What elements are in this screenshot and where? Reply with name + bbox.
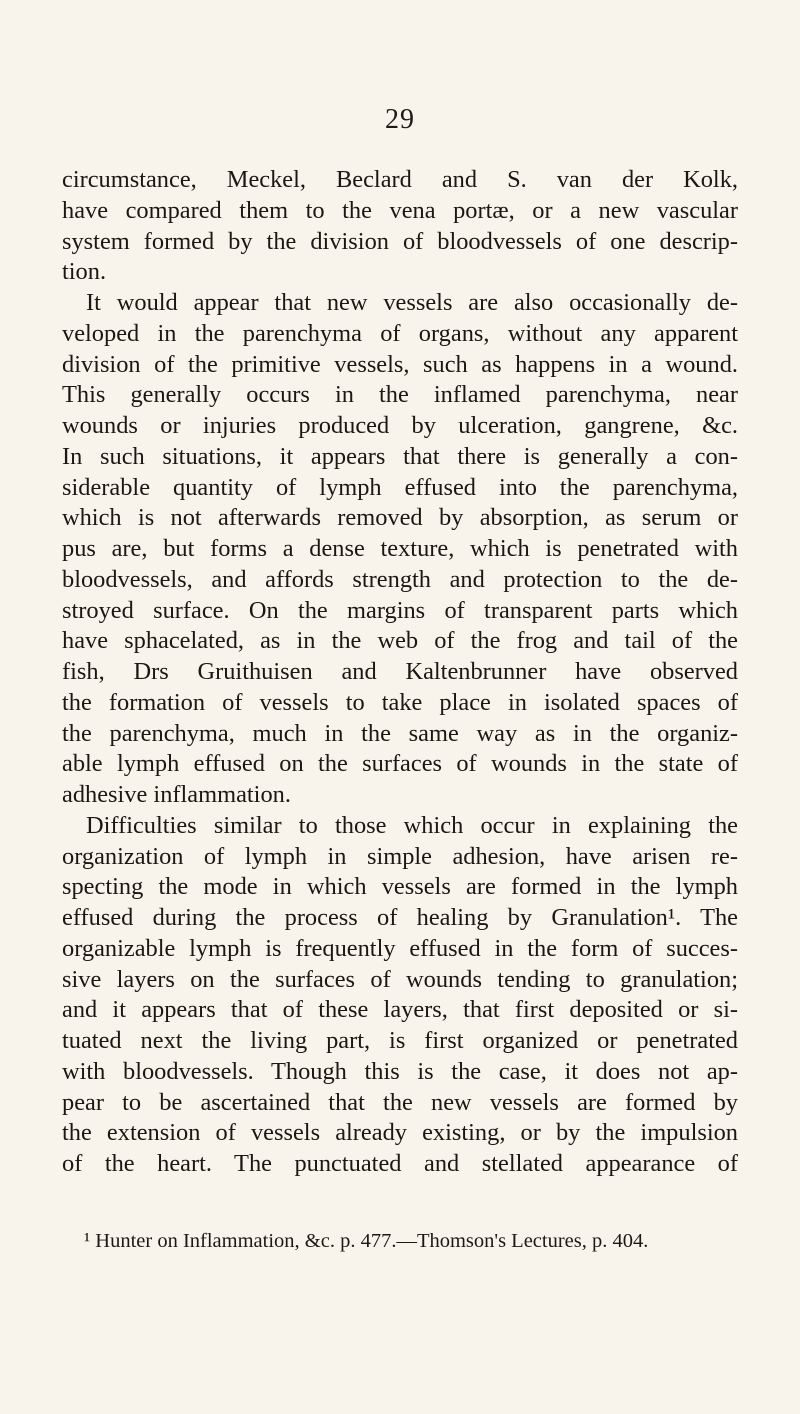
text-line-20: able lymph effused on the surfaces of wounds in the state of: [62, 750, 738, 778]
text-line-12: which is not afterwards removed by absorption, as serum or: [62, 504, 738, 532]
text-line-33: of the heart. The punctuated and stellated appearance of: [62, 1150, 738, 1177]
text-line-1: circumstance, Meckel, Beclard and S. van der Kolk,: [62, 166, 738, 193]
text-line-32: the extension of vessels already existing, or by the impulsion: [62, 1119, 738, 1147]
text-line-30: with bloodvessels. Though this is the case, it does not ap-: [62, 1057, 738, 1085]
text-line-8: This generally occurs in the inflamed parenchyma, near: [62, 381, 738, 409]
text-line-6: veloped in the parenchyma of organs, without any apparent: [62, 319, 738, 347]
text-line-17: fish, Drs Gruithuisen and Kaltenbrunner have observed: [62, 658, 738, 685]
text-line-14: bloodvessels, and affords strength and protection to the de-: [62, 565, 738, 593]
page-number: 29: [385, 104, 415, 135]
footnote: ¹ Hunter on Inflammation, &c. p. 477.—Thomson's Lectures, p. 404.: [84, 1230, 649, 1252]
text-line-23: organization of lymph in simple adhesion, have arisen re-: [62, 842, 738, 870]
text-line-18: the formation of vessels to take place in isolated spaces of: [62, 688, 738, 716]
text-line-19: the parenchyma, much in the same way as in the organiz-: [62, 719, 738, 747]
text-line-29: tuated next the living part, is first organized or penetrated: [62, 1027, 738, 1054]
text-line-28: and it appears that of these layers, that first deposited or si-: [62, 996, 738, 1024]
text-line-31: pear to be ascertained that the new vessels are formed by: [62, 1088, 738, 1116]
text-line-16: have sphacelated, as in the web of the frog and tail of the: [62, 627, 738, 655]
text-line-2: have compared them to the vena portæ, or a new vascular: [62, 196, 738, 224]
text-line-3: system formed by the division of bloodvessels of one descrip-: [62, 227, 738, 255]
text-line-25: effused during the process of healing by Granulation¹. The: [62, 904, 738, 931]
text-line-27: sive layers on the surfaces of wounds tending to granulation;: [62, 965, 738, 993]
text-line-15: stroyed surface. On the margins of transparent parts which: [62, 596, 738, 624]
text-line-5: It would appear that new vessels are also occasionally de-: [86, 289, 738, 316]
text-line-21: adhesive inflammation.: [62, 781, 291, 808]
text-line-11: siderable quantity of lymph effused into the parenchyma,: [62, 473, 738, 501]
text-line-10: In such situations, it appears that there is generally a con-: [62, 442, 738, 470]
text-line-4: tion.: [62, 258, 107, 286]
text-line-26: organizable lymph is frequently effused in the form of succes-: [62, 934, 738, 962]
body-text: [62, 165, 738, 1180]
text-line-22: Difficulties similar to those which occur in explaining the: [86, 811, 738, 839]
text-line-13: pus are, but forms a dense texture, which is penetrated with: [62, 535, 738, 562]
text-line-9: wounds or injuries produced by ulceration, gangrene, &c.: [62, 412, 738, 439]
text-line-24: specting the mode in which vessels are formed in the lymph: [62, 873, 738, 901]
text-line-7: division of the primitive vessels, such as happens in a wound.: [62, 350, 738, 378]
